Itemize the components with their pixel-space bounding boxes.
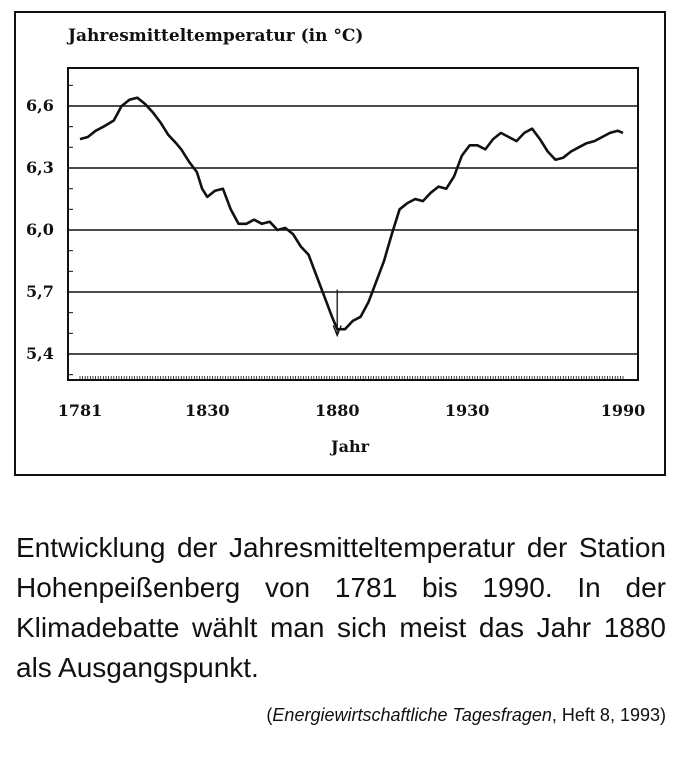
y-tick-label: 5,4 — [26, 344, 54, 363]
x-tick-label: 1781 — [57, 401, 103, 420]
y-tick-label: 6,6 — [26, 96, 54, 115]
x-tick-label: 1930 — [444, 401, 490, 420]
y-tick-label: 6,0 — [26, 220, 54, 239]
y-tick-label: 6,3 — [26, 158, 54, 177]
source-rest: , Heft 8, 1993) — [551, 705, 666, 725]
figure-caption: Entwicklung der Jahresmitteltemperatur der Station Hohenpeißenberg von 1781 bis 1990. In der Klimadebatte wählt man sich meist das Jahr 1880 als Ausgangspunkt. — [16, 532, 666, 683]
source-title: Energiewirtschaftliche Tagesfragen — [272, 705, 552, 725]
x-axis-label: Jahr — [331, 437, 369, 456]
x-tick-label: 1830 — [185, 401, 230, 420]
x-tick-label: 1880 — [314, 401, 360, 420]
temperature-line — [80, 98, 623, 330]
x-tick-label: 1990 — [600, 401, 646, 420]
source-citation — [266, 705, 666, 726]
y-tick-label: 5,7 — [26, 282, 54, 301]
source-open: ( — [266, 705, 273, 725]
chart-title: Jahresmitteltemperatur (in °C) — [68, 26, 364, 46]
